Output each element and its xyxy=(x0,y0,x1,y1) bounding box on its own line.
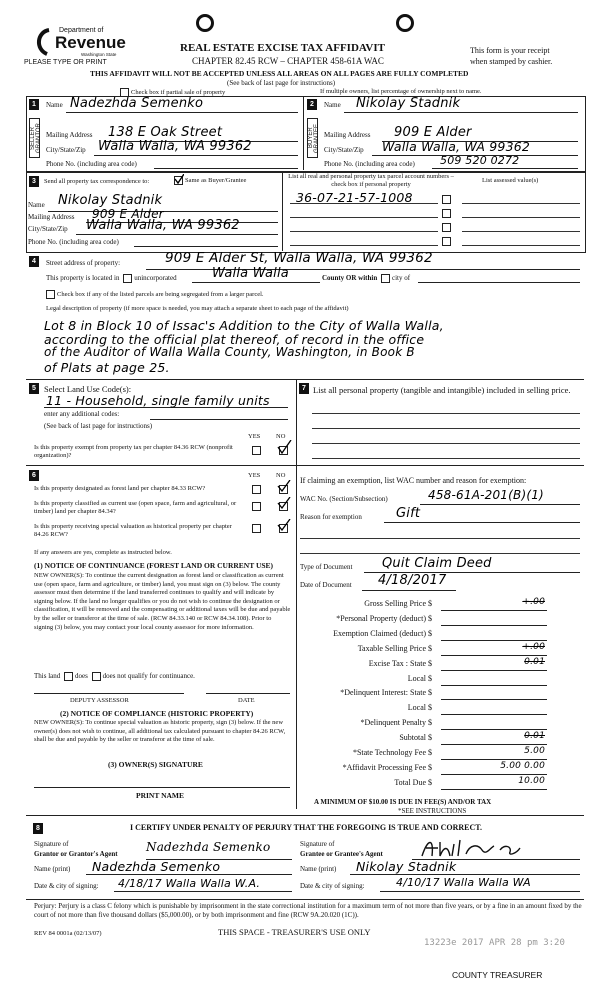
deputy-assessor-label: DEPUTY ASSESSOR xyxy=(70,697,129,704)
forest-yes-checkbox[interactable] xyxy=(252,485,261,494)
forest-land-question: Is this property designated as forest land per chapter 84.33 RCW? xyxy=(34,485,206,492)
fee-row xyxy=(299,599,547,612)
exempt-question: Is this property exempt from property tax per chapter 84.36 RCW (nonprofit organization)? xyxy=(34,444,233,459)
forest-no-check-icon xyxy=(277,480,291,492)
current-use-yes-checkbox[interactable] xyxy=(252,502,261,511)
minimum-fee-note: A MINIMUM OF $10.00 IS DUE IN FEE(S) AND/OR TAX xyxy=(314,798,492,806)
does-not-label: does not xyxy=(102,672,127,681)
parcel-header: List all real and personal property tax parcel account numbers – check box if personal property xyxy=(288,173,454,188)
does-label: does xyxy=(75,672,88,681)
city-of-label: city of xyxy=(391,274,411,283)
punch-hole-left xyxy=(196,14,214,32)
street-address-label: Street address of property: xyxy=(46,259,121,267)
fee-label: Local $ xyxy=(407,673,432,683)
personal-property-checkbox[interactable] xyxy=(442,223,451,232)
fee-row xyxy=(299,614,547,627)
correspondence-name: Nikolay Stadnik xyxy=(58,193,163,208)
continuance-row xyxy=(34,672,195,681)
legal-description-label: Legal description of property (if more space is needed, you may attach a separate sheet to each page of the affidavit) xyxy=(46,305,349,312)
land-use-label: Select Land Use Code(s): xyxy=(44,384,132,394)
fee-value: 10.00 xyxy=(518,775,545,786)
fee-label: Gross Selling Price $ xyxy=(364,599,432,608)
section-1-number: 1 xyxy=(29,99,39,110)
treasurer-space-label: THIS SPACE - TREASURER'S USE ONLY xyxy=(218,927,371,937)
does-checkbox[interactable] xyxy=(64,672,73,681)
qualify-label: qualify for continuance. xyxy=(127,672,195,681)
revenue-logo-text: Revenue xyxy=(55,33,126,52)
document-type-label: Type of Document xyxy=(300,563,353,571)
receipt-stamp: 13223e 2017 APR 28 pm 3:20 xyxy=(424,938,565,948)
fee-label: Total Due $ xyxy=(394,777,432,787)
section-6-number: 6 xyxy=(29,470,39,481)
unincorporated-checkbox[interactable] xyxy=(123,274,132,283)
correspondence-city-label: City/State/Zip xyxy=(28,225,68,233)
seller-mailing-label: Mailing Address xyxy=(46,131,93,139)
form-revision: REV 84 0001a (02/13/07) xyxy=(34,930,102,937)
exempt-no-check-icon xyxy=(277,440,293,454)
seller-phone-label: Phone No. (including area code) xyxy=(46,160,137,168)
fee-label: *State Technology Fee $ xyxy=(352,748,432,757)
washington-state-label: Washington State xyxy=(81,52,117,57)
fee-value: +.00 xyxy=(522,641,545,652)
document-date: 4/18/2017 xyxy=(378,573,447,588)
parcel-number-1: 36-07-21-57-1008 xyxy=(296,190,413,205)
located-row xyxy=(46,274,177,283)
type-or-print: PLEASE TYPE OR PRINT xyxy=(24,59,107,66)
grantor-date-city: 4/18/17 Walla Walla W.A. xyxy=(118,877,261,890)
if-yes-instruction: If any answers are yes, complete as instructed below. xyxy=(34,549,172,556)
segregated-label: Check box if any of the listed parcels are being segregated from a larger parcel. xyxy=(57,290,264,298)
fee-label: Subtotal $ xyxy=(399,733,432,743)
historic-yes-checkbox[interactable] xyxy=(252,524,261,533)
revenue-swoosh-icon xyxy=(33,27,55,57)
receipt-note-1: This form is your receipt xyxy=(470,46,550,55)
segregated-row xyxy=(44,290,264,299)
designation-yes-header: YES xyxy=(248,472,261,479)
personal-property-label: List all personal property (tangible and intangible) included in selling price. xyxy=(313,385,571,395)
legal-description-line-3: of the Auditor of Walla Walla County, Washington, in Book B xyxy=(44,345,415,359)
land-use-see-back: (See back of last page for instructions) xyxy=(44,422,153,430)
city-of-checkbox[interactable] xyxy=(381,274,390,283)
notice-compliance-title: (2) NOTICE OF COMPLIANCE (HISTORIC PROPERTY) xyxy=(60,709,254,718)
fee-label: Taxable Selling Price $ xyxy=(357,643,432,653)
print-name-label: PRINT NAME xyxy=(136,791,184,800)
fee-label: Excise Tax : State $ xyxy=(368,658,432,668)
buyer-name-label: Name xyxy=(324,101,341,109)
correspondence-mailing-address: 909 E Alder xyxy=(92,207,164,221)
does-not-checkbox[interactable] xyxy=(92,672,101,681)
fee-row xyxy=(299,674,547,687)
fee-row xyxy=(299,775,547,791)
land-use-code: 11 - Household, single family units xyxy=(46,393,270,408)
section-divider xyxy=(303,96,304,170)
street-address: 909 E Alder St, Walla Walla, WA 99362 xyxy=(165,250,433,266)
unincorporated-label: unincorporated xyxy=(134,274,177,283)
section-8-number: 8 xyxy=(33,823,43,834)
grantee-signature-label-1: Signature of xyxy=(300,840,335,848)
personal-property-checkbox[interactable] xyxy=(442,209,451,218)
parcel-line xyxy=(290,203,438,204)
correspondence-mailing-label: Mailing Address xyxy=(28,213,75,221)
grantor-signature: Nadezhda Semenko xyxy=(146,840,271,854)
exemption-reason-label: Reason for exemption xyxy=(300,513,362,521)
form-chapter: CHAPTER 82.45 RCW – CHAPTER 458-61A WAC xyxy=(192,56,384,66)
fee-row xyxy=(299,703,547,716)
buyer-city-state-zip: Walla Walla, WA 99362 xyxy=(382,139,531,154)
department-logo xyxy=(33,27,128,59)
personal-property-checkbox[interactable] xyxy=(442,237,451,246)
fee-row xyxy=(299,629,547,642)
correspondence-city-state-zip: Walla Walla, WA 99362 xyxy=(86,218,240,233)
county-or-within-label: County OR within xyxy=(322,274,378,283)
grantee-print-name: Nikolay Stadnik xyxy=(356,859,457,874)
seller-mailing-address: 138 E Oak Street xyxy=(108,125,223,140)
document-date-label: Date of Document xyxy=(300,581,352,589)
parcel-line xyxy=(290,217,438,218)
fee-value: 0.01 xyxy=(524,656,545,667)
segregated-checkbox[interactable] xyxy=(46,290,55,299)
fee-label: *Delinquent Interest: State $ xyxy=(340,688,432,698)
fee-label: *Personal Property (deduct) $ xyxy=(336,613,432,623)
section-4-number: 4 xyxy=(29,256,39,267)
current-use-question: Is this property classified as current use (open space, farm and agricultural, or timber) land per chapter 84.34? xyxy=(34,500,237,515)
grantor-date-label: Date & city of signing: xyxy=(34,882,99,890)
section-3-number: 3 xyxy=(29,176,39,187)
correspondence-phone-label: Phone No. (including area code) xyxy=(28,238,119,246)
current-use-no-check-icon xyxy=(277,497,291,509)
legal-description-line-2: according to the official plat thereof, of record in the office xyxy=(44,332,425,347)
fee-label: *Delinquent Penalty $ xyxy=(360,718,432,728)
buyer-mailing-address: 909 E Alder xyxy=(394,125,472,140)
see-instructions-note: *SEE INSTRUCTIONS xyxy=(398,807,467,815)
check-mark-icon xyxy=(174,174,184,184)
fee-row xyxy=(299,760,547,776)
land-use-yes-header: YES xyxy=(248,433,261,440)
fee-row xyxy=(299,718,547,731)
section-2-number: 2 xyxy=(307,99,317,110)
wac-number: 458-61A-201(B)(1) xyxy=(428,488,544,502)
fee-label: Local $ xyxy=(407,703,432,713)
fee-value: 5.00 xyxy=(524,746,545,756)
acceptance-warning: THIS AFFIDAVIT WILL NOT BE ACCEPTED UNLESS ALL AREAS ON ALL PAGES ARE FULLY COMPLETED xyxy=(90,69,469,78)
assessed-value-line xyxy=(462,217,580,218)
see-back-instructions: (See back of last page for instructions) xyxy=(227,79,336,87)
parcel-line xyxy=(290,245,438,246)
fee-value: 0.01 xyxy=(524,731,545,742)
historic-question: Is this property receiving special valuation as historical property per chapter 84.26 RCW? xyxy=(34,523,232,538)
grantee-date-label: Date & city of signing: xyxy=(300,882,365,890)
correspondence-name-label: Name xyxy=(28,201,45,209)
exemption-reason: Gift xyxy=(396,506,421,521)
section-7-number: 7 xyxy=(299,383,309,394)
seller-city-label: City/State/Zip xyxy=(46,146,86,154)
buyer-name: Nikolay Stadnik xyxy=(356,96,461,111)
grantor-signature-label-1: Signature of xyxy=(34,840,69,848)
wac-label: WAC No. (Section/Subsection) xyxy=(300,495,388,503)
fee-row xyxy=(299,688,547,701)
personal-property-checkbox[interactable] xyxy=(442,195,451,204)
grantee-print-name-label: Name (print) xyxy=(300,865,337,873)
same-as-buyer xyxy=(172,176,246,185)
seller-name-label: Name xyxy=(46,101,63,109)
located-label: This property is located in xyxy=(46,274,120,283)
deputy-date-label: DATE xyxy=(238,697,255,704)
grantee-date-city: 4/10/17 Walla Walla WA xyxy=(396,876,531,889)
grantee-signature-label-2: Grantee or Grantee's Agent xyxy=(300,850,383,858)
punch-hole-right xyxy=(396,14,414,32)
fee-label: Exemption Claimed (deduct) $ xyxy=(333,628,432,638)
grantor-print-name-label: Name (print) xyxy=(34,865,71,873)
document-type: Quit Claim Deed xyxy=(382,556,492,571)
notice-continuance-text: NEW OWNER(S): To continue the current designation as forest land or classification as current use (open space, farm and agriculture, or timber) land, you must sign on (3) below. The county assessor must then determine if the land transferred continues to qualify and will indicate by signing below. If the land no longer qualifies or you do not wish to continue the designation or classification, it will be removed and the compensating or additional taxes will be due and payable by the seller or transferor at the time of sale. (RCW 84.33.140 or RCW 84.34.108). Prior to signing (3) below, you may contact your local county assessor for more information. xyxy=(34,572,291,631)
buyer-city-label: City/State/Zip xyxy=(324,146,364,154)
county-treasurer-label: COUNTY TREASURER xyxy=(452,970,543,980)
fee-value: 5.00 0.00 xyxy=(500,760,545,771)
fee-row xyxy=(299,656,547,672)
county-name: Walla Walla xyxy=(212,266,289,281)
fee-row xyxy=(299,641,547,657)
assessed-header: List assessed value(s) xyxy=(482,177,539,184)
same-as-buyer-checkbox[interactable] xyxy=(174,176,183,185)
department-label: Department of xyxy=(59,27,104,34)
assessed-value-line xyxy=(462,245,580,246)
parcel-line xyxy=(290,231,438,232)
this-land-label: This land xyxy=(34,672,61,681)
within-city-row xyxy=(322,274,410,283)
section-5-number: 5 xyxy=(29,383,39,394)
seller-name: Nadezhda Semenko xyxy=(70,96,204,111)
fee-label: *Affidavit Processing Fee $ xyxy=(342,762,432,772)
fee-value: +.00 xyxy=(522,597,545,607)
notice-continuance-title: (1) NOTICE OF CONTINUANCE (FOREST LAND OR CURRENT USE) xyxy=(34,561,274,570)
buyer-phone: 509 520 0272 xyxy=(440,154,520,167)
fee-row xyxy=(299,748,547,761)
assessed-value-line xyxy=(462,203,580,204)
land-use-no-header: NO xyxy=(276,433,286,440)
same-as-buyer-label: Same as Buyer/Grantee xyxy=(185,176,247,184)
send-correspondence-label: Send all property tax correspondence to: xyxy=(44,178,150,185)
partial-sale-label: Check box if partial sale of property xyxy=(131,88,226,96)
legal-description-line-4: of Plats at page 25. xyxy=(44,360,170,375)
additional-codes-label: enter any additional codes: xyxy=(44,410,120,418)
exempt-yes-checkbox[interactable] xyxy=(252,446,261,455)
grantor-print-name: Nadezhda Semenko xyxy=(92,859,221,874)
receipt-note-2: when stamped by cashier. xyxy=(470,57,553,66)
buyer-grantee-label: BUYER GRANTEE xyxy=(307,118,318,158)
perjury-note: Perjury: Perjury is a class C felony which is punishable by imprisonment in the state correctional institution for a maximum term of not more than five years, or by a fine in an amount fixed by the court of not more than five thousand dollars ($5,000.00), or by both imprisonment and fine (RCW 9A.20.020 (1C)). xyxy=(34,902,582,919)
legal-description-line-1: Lot 8 in Block 10 of Issac's Addition to the City of Walla Walla, xyxy=(44,318,444,333)
assessed-value-line xyxy=(462,231,580,232)
notice-compliance-text: NEW OWNER(S): To continue special valuation as historic property, sign (3) below. If the new owner(s) does not wish to continue, all additional tax calculated pursuant to chapter 84.26 RCW, shall be due and payable by the seller or transferor at the time of sale. xyxy=(34,719,286,744)
fee-row xyxy=(299,733,547,746)
owner-signature-title: (3) OWNER(S) SIGNATURE xyxy=(108,760,203,769)
buyer-mailing-label: Mailing Address xyxy=(324,131,371,139)
certify-title: I CERTIFY UNDER PENALTY OF PERJURY THAT THE FOREGOING IS TRUE AND CORRECT. xyxy=(130,823,483,832)
form-title: REAL ESTATE EXCISE TAX AFFIDAVIT xyxy=(180,42,385,54)
historic-no-check-icon xyxy=(277,519,291,531)
seller-city-state-zip: Walla Walla, WA 99362 xyxy=(98,139,252,154)
multiple-owners-note: If multiple owners, list percentage of ownership next to name. xyxy=(320,88,482,95)
grantor-signature-label-2: Grantor or Grantor's Agent xyxy=(34,850,118,858)
exemption-claim-label: If claiming an exemption, list WAC number and reason for exemption: xyxy=(300,476,527,485)
designation-no-header: NO xyxy=(276,472,286,479)
buyer-phone-label: Phone No. (including area code) xyxy=(324,160,415,168)
seller-grantor-label: SELLER GRANTOR xyxy=(29,118,40,158)
